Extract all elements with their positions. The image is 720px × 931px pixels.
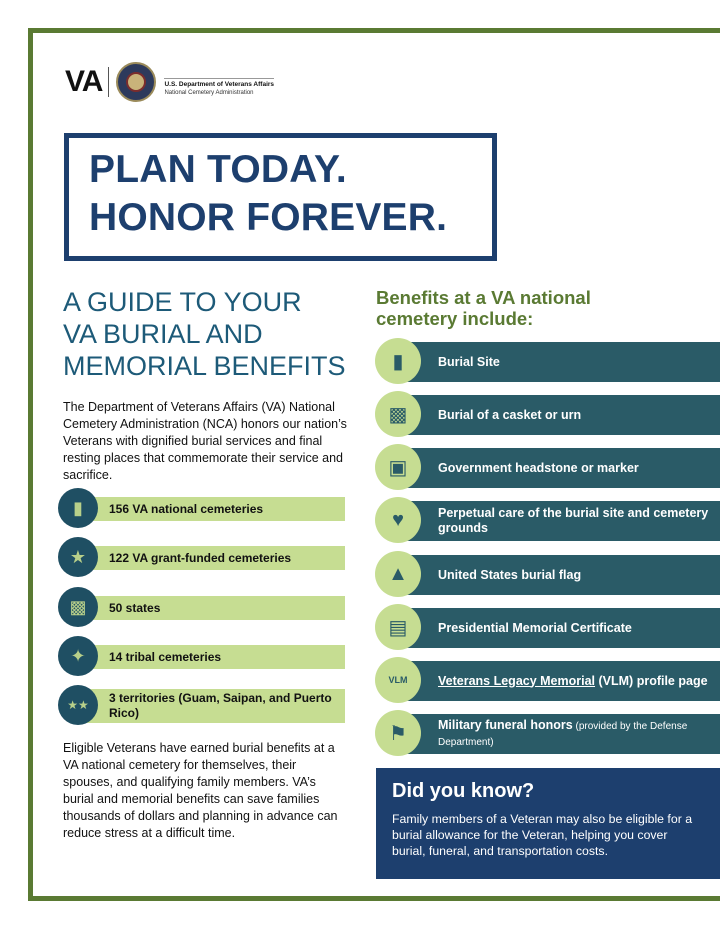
logo-text (164, 78, 274, 96)
department-name: U.S. Department of Veterans Affairs (164, 81, 275, 88)
benefit-label: Government headstone or marker (438, 460, 639, 475)
stat-label: 14 tribal cemeteries (109, 650, 222, 664)
headline-line-1: PLAN TODAY. (89, 148, 347, 191)
guide-title-line-1: A GUIDE TO YOUR (63, 287, 302, 317)
va-mark: VA (65, 65, 103, 98)
stat-national-cemeteries (58, 488, 345, 528)
folded-flag-icon: ▲ (375, 551, 421, 597)
benefit-label: Burial of a casket or urn (438, 407, 582, 422)
benefits-title: Benefits at a VA national cemetery include: (376, 287, 591, 329)
vlm-link[interactable]: Veterans Legacy Memorial (438, 673, 596, 688)
benefit-burial-site (375, 338, 720, 384)
benefit-label: Military funeral honors (provided by the Defense Department) (438, 718, 688, 748)
benefit-label: Perpetual care of the burial site and cemetery grounds (438, 506, 709, 535)
stat-grant-cemeteries (58, 537, 345, 577)
us-map-icon: ▩ (58, 587, 98, 627)
stars-icon: ★★ (58, 685, 98, 725)
marker-icon: ▣ (375, 444, 421, 490)
headline-box (64, 133, 497, 261)
benefit-perpetual-care (375, 497, 720, 543)
stat-label: 50 states (109, 601, 161, 615)
headstone-star-icon: ★ (58, 537, 98, 577)
urn-icon: ▩ (375, 391, 421, 437)
guide-title (63, 286, 353, 382)
benefit-funeral-honors (375, 710, 720, 756)
benefit-label: Burial Site (438, 354, 500, 369)
stat-states (58, 587, 345, 627)
logo-divider (108, 67, 109, 97)
headline-line-2: HONOR FOREVER. (89, 196, 448, 239)
guide-title-line-3: MEMORIAL BENEFITS (63, 351, 346, 381)
benefit-label: United States burial flag (438, 567, 582, 582)
did-you-know-body: Family members of a Veteran may also be eligible for a burial allowance for the Veteran, helping you cover burial, funeral, and transportation costs. (392, 812, 693, 858)
guide-title-line-2: VA BURIAL AND (63, 319, 263, 349)
salute-icon: ⚑ (375, 710, 421, 756)
eligibility-paragraph: Eligible Veterans have earned burial benefits at a VA national cemetery for themselves, their spouses, and qualifying family members. VA’s burial and memorial benefits can save families thousands of dollars and planning in advance can reduce stress at a difficult time. (63, 741, 338, 840)
benefit-vlm-profile (375, 657, 720, 703)
stat-label: 122 VA grant-funded cemeteries (109, 551, 292, 565)
benefit-memorial-certificate (375, 604, 720, 650)
benefit-headstone-marker (375, 444, 720, 490)
benefit-label: Veterans Legacy Memorial (VLM) profile page (438, 673, 708, 688)
stat-tribal-cemeteries (58, 636, 345, 676)
stat-label: 156 VA national cemeteries (109, 502, 264, 516)
va-logo (65, 62, 274, 102)
va-seal-icon (116, 62, 156, 102)
intro-paragraph: The Department of Veterans Affairs (VA) National Cemetery Administration (NCA) honors our nation’s Veterans with dignified burial services and final resting places that commemorate their service and sacrifice. (63, 400, 347, 482)
administration-name: National Cemetery Administration (164, 90, 254, 96)
did-you-know-box (376, 768, 720, 879)
vlm-icon: VLM (375, 657, 421, 703)
benefit-label: Presidential Memorial Certificate (438, 620, 632, 635)
cemetery-icon: ▮ (58, 488, 98, 528)
did-you-know-title: Did you know? (392, 780, 535, 802)
benefit-casket-urn (375, 391, 720, 437)
stat-label: 3 territories (Guam, Saipan, and Puerto Rico) (109, 691, 332, 720)
stat-territories (58, 685, 345, 725)
feather-icon: ✦ (58, 636, 98, 676)
headstone-icon: ▮ (375, 338, 421, 384)
benefit-burial-flag (375, 551, 720, 597)
hands-heart-icon: ♥ (375, 497, 421, 543)
certificate-icon: ▤ (375, 604, 421, 650)
